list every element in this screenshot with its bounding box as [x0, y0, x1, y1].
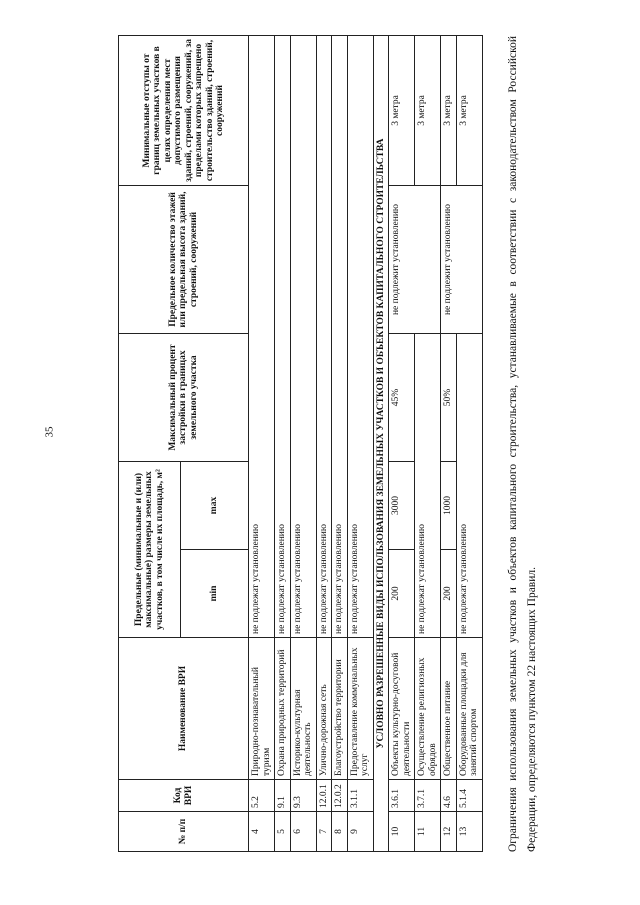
header-no: № п/п — [119, 812, 249, 852]
footer-text: Ограничения использования земельных участков и объектов капитального строительства, устанавливаемые в соответствии с законодательством Российской Федерации, определяются пунктом 22 настоящих Правил. — [507, 36, 538, 852]
table-row: 6 9.3 Историко-культурная деятельность не подлежат установлению — [290, 36, 316, 852]
table-row: 4 5.2 Природно-познавательный туризм не подлежат установлению — [249, 36, 275, 852]
header-name: Наименование ВРИ — [119, 638, 249, 780]
table-row: 10 3.6.1 Объекты культурно-досуговой деятельности 200 3000 45% не подлежит установлению 3 метра — [389, 36, 415, 852]
regulations-table — [118, 35, 483, 852]
header-percent: Максимальный процент застройки в границах земельного участка — [119, 334, 249, 462]
table-row: 12 4.6 Общественное питание 200 1000 50% не подлежит установлению 3 метра — [441, 36, 457, 852]
table-row: 8 12.0.2 Благоустройство территории не подлежат установлению — [332, 36, 348, 852]
table-row: 13 5.1.4 Оборудованные площадки для занятий спортом не подлежат установлению 3 метра — [456, 36, 482, 852]
table-row: 11 3.7.1 Осуществление религиозных обрядов не подлежат установлению 3 метра — [415, 36, 441, 852]
header-max: max — [181, 462, 249, 550]
header-code: Код ВРИ — [119, 780, 249, 812]
header-floors: Предельное количество этажей или предельная высота зданий, строений, сооружений — [119, 186, 249, 334]
table-row: 5 9.1 Охрана природных территорий не подлежат установлению — [275, 36, 291, 852]
table-row: 9 3.1.1 Предоставление коммунальных услуг не подлежат установлению — [347, 36, 373, 852]
header-min: min — [181, 550, 249, 638]
landscape-page — [60, 12, 580, 892]
header-setback: Минимальные отступы от границ земельных участков в целях определения мест допустимого размещения зданий, строений, сооружений, за пределами которых запрещено строительство зданий, строений, сооружений — [119, 36, 249, 186]
section-title: УСЛОВНО РАЗРЕШЕННЫЕ ВИДЫ ИСПОЛЬЗОВАНИЯ ЗЕМЕЛЬНЫХ УЧАСТКОВ И ОБЪЕКТОВ КАПИТАЛЬНОГО СТРОИТЕЛЬСТВА — [373, 36, 389, 852]
header-sizes: Предельные (минимальные и (или) максимальные) размеры земельных участков, в том числе их площадь, м² — [119, 462, 181, 638]
page-number: 35 — [43, 426, 56, 438]
table-row: 7 12.0.1 Улично-дорожная сеть не подлежат установлению — [316, 36, 332, 852]
section-header-row — [373, 36, 389, 852]
